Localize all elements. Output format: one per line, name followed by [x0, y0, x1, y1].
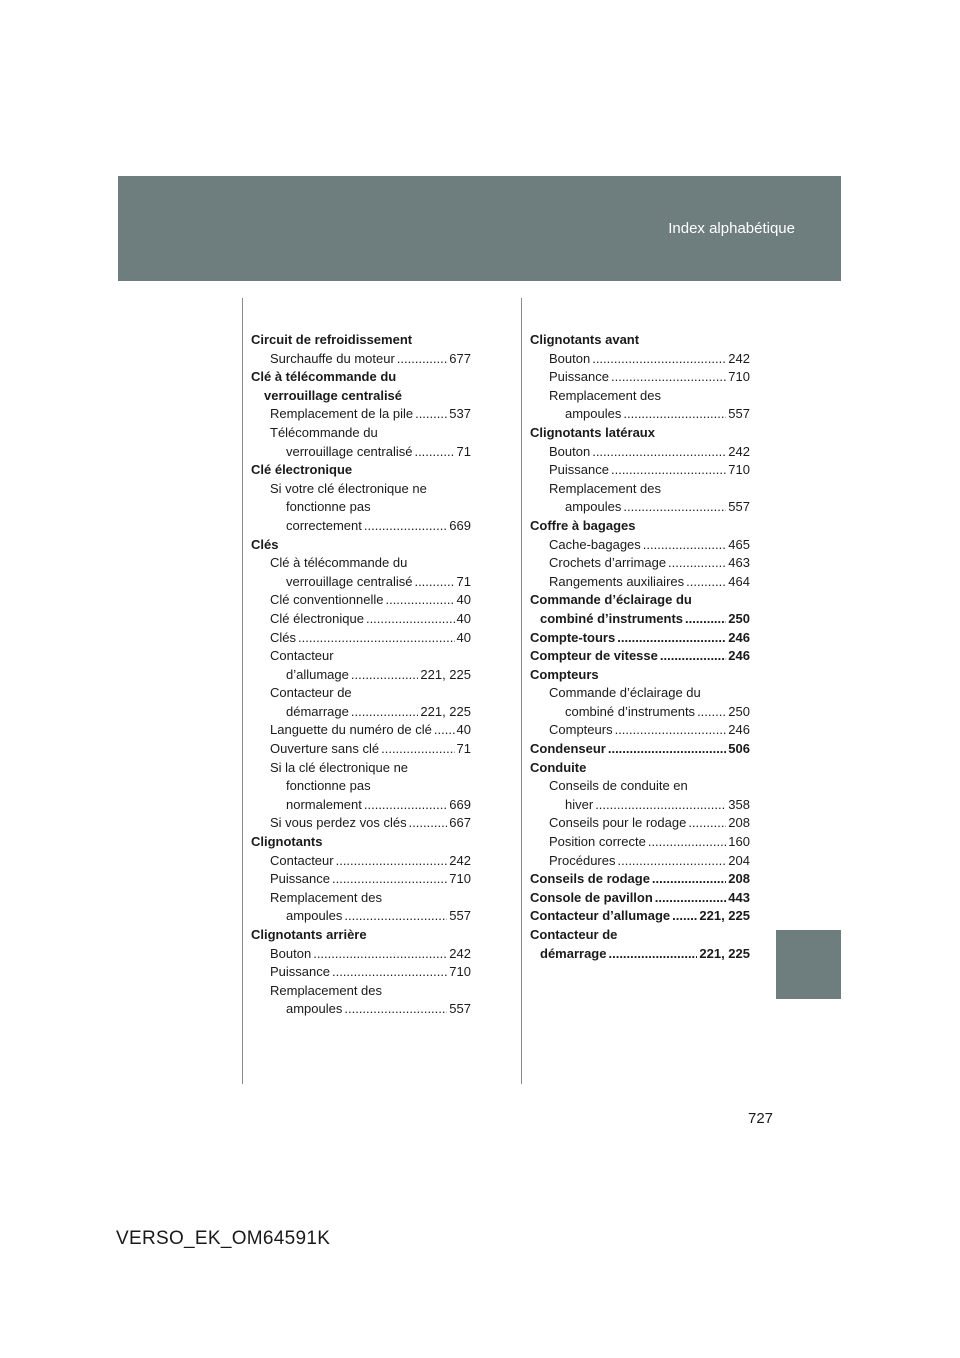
index-heading: Conduite: [530, 759, 587, 775]
index-subentry: Bouton ..... 242: [270, 945, 471, 964]
index-subentry: Languette du numéro de clé ..... 40: [270, 721, 471, 740]
index-subentry: Clé électronique ..... 40: [270, 610, 471, 629]
index-heading: Conseils de rodage ..... 208: [530, 870, 750, 889]
index-column-left: [251, 331, 471, 1019]
index-subentry: Remplacement des ampoules ..... 557: [549, 387, 750, 424]
index-heading: Clignotants latéraux: [530, 424, 655, 440]
section-thumb-tab: [776, 930, 841, 999]
index-heading: Compte-tours ..... 246: [530, 629, 750, 648]
index-subentry: Remplacement des ampoules ..... 557: [270, 889, 471, 926]
index-heading: Commande d’éclairage du combiné d’instruments ..... 250: [530, 591, 750, 628]
column-rule-right: [521, 298, 522, 1084]
document-code: VERSO_EK_OM64591K: [116, 1228, 331, 1249]
index-heading: Contacteur de démarrage ..... 221, 225: [530, 926, 750, 963]
column-rule-left: [242, 298, 243, 1084]
index-heading: Condenseur ..... 506: [530, 740, 750, 759]
index-subentry: Remplacement des ampoules ..... 557: [549, 480, 750, 517]
index-subentry: Contacteur ..... 242: [270, 852, 471, 871]
index-subentry: Clé conventionnelle ..... 40: [270, 591, 471, 610]
header-bar: [118, 176, 841, 281]
index-subentry: Crochets d’arrimage ..... 463: [549, 554, 750, 573]
index-subentry: Puissance ..... 710: [549, 461, 750, 480]
index-heading: Compteur de vitesse ..... 246: [530, 647, 750, 666]
index-heading: Clignotants: [251, 834, 323, 850]
index-subentry: Puissance ..... 710: [270, 870, 471, 889]
index-subentry: Ouverture sans clé ..... 71: [270, 740, 471, 759]
index-heading: Circuit de refroidissement: [251, 332, 413, 347]
section-title: Index alphabétique: [668, 220, 795, 237]
index-heading: Clignotants arrière: [251, 927, 367, 942]
index-subentry: Puissance ..... 710: [549, 368, 750, 387]
index-subentry: Contacteur d’allumage ..... 221, 225: [270, 647, 471, 684]
index-subentry: Commande d’éclairage du combiné d’instruments ..... 250: [549, 684, 750, 721]
index-heading: Console de pavillon ..... 443: [530, 889, 750, 908]
index-heading: Clé à télécommande du verrouillage centralisé: [251, 369, 403, 403]
index-heading: Clignotants avant: [530, 332, 640, 347]
index-subentry: Si votre clé électronique ne fonctionne pas correctement ..... 669: [270, 480, 471, 536]
index-subentry: Télécommande du verrouillage centralisé ..... 71: [270, 424, 471, 461]
index-subentry: Remplacement de la pile ..... 537: [270, 405, 471, 424]
index-subentry: Rangements auxiliaires ..... 464: [549, 573, 750, 592]
index-subentry: Bouton ..... 242: [549, 350, 750, 369]
index-heading: Clés: [251, 536, 279, 552]
index-subentry: Clés ..... 40: [270, 629, 471, 648]
index-subentry: Surchauffe du moteur ..... 677: [270, 350, 471, 369]
index-heading: Coffre à bagages: [530, 517, 636, 533]
index-heading: Compteurs: [530, 666, 599, 682]
index-heading: Contacteur d’allumage ..... 221, 225: [530, 907, 750, 926]
index-subentry: Compteurs ..... 246: [549, 721, 750, 740]
index-subentry: Cache-bagages ..... 465: [549, 536, 750, 555]
index-subentry: Bouton ..... 242: [549, 443, 750, 462]
index-subentry: Conseils de conduite en hiver ..... 358: [549, 777, 750, 814]
index-subentry: Si vous perdez vos clés ..... 667: [270, 814, 471, 833]
index-subentry: Contacteur de démarrage ..... 221, 225: [270, 684, 471, 721]
index-subentry: Si la clé électronique ne fonctionne pas normalement ..... 669: [270, 759, 471, 815]
index-subentry: Clé à télécommande du verrouillage centralisé ..... 71: [270, 554, 471, 591]
index-subentry: Remplacement des ampoules ..... 557: [270, 982, 471, 1019]
index-subentry: Procédures ..... 204: [549, 852, 750, 871]
index-subentry: Position correcte ..... 160: [549, 833, 750, 852]
index-subentry: Puissance ..... 710: [270, 963, 471, 982]
index-column-right: [530, 331, 750, 963]
index-heading: Clé électronique: [251, 462, 353, 478]
index-subentry: Conseils pour le rodage ..... 208: [549, 814, 750, 833]
page-number: 727: [748, 1110, 774, 1127]
